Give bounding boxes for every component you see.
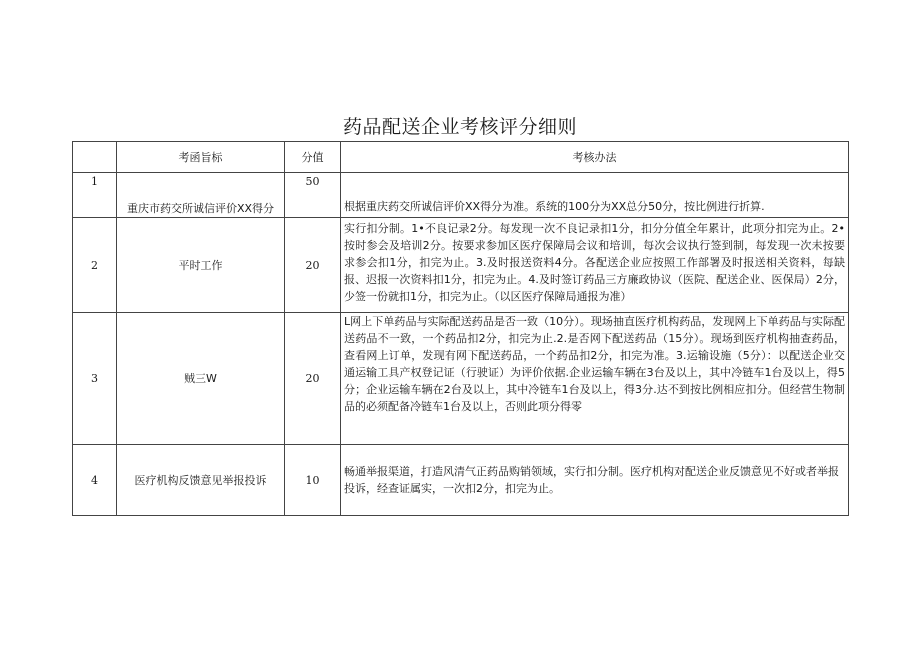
row-score: 50 [285, 173, 341, 218]
row-score: 20 [285, 313, 341, 445]
row-method: 畅通举报渠道，打造风清气正药品购销领域，实行扣分制。医疗机构对配送企业反馈意见不好或者举报投诉，经查证属实，一次扣2分，扣完为止。 [341, 445, 849, 516]
row-method: L网上下单药品与实际配送药品是否一致（10分）。现场抽直医疗机构药品，发现网上下单药品与实际配送药品不一致，一个药品扣2分，扣完为止.2.是否网下配送药品（15分）。现场到医疗机构抽查药品，查看网上订单，发现有网下配送药品，一个药品扣2分，扣完为准。3.运输设施（5分）：以配送企业交通运输工具产权登记证（行驶证）为评价依据.企业运输车辆在3台及以上，其中冷链车1台及以上，得5分；企业运输车辆在2台及以上，其中冷链车1台及以上，得3分.达不到按比例相应扣分。但经营生物制品的必须配备冷链车1台及以上，否则此项分得零 [341, 313, 849, 445]
header-score: 分值 [285, 142, 341, 173]
row-number: 4 [73, 445, 117, 516]
row-score: 10 [285, 445, 341, 516]
row-number: 2 [73, 218, 117, 313]
scoring-table [72, 141, 849, 516]
row-item: 医疗机构反馈意见举报投诉 [117, 445, 285, 516]
table-row [73, 313, 849, 445]
row-method: 实行扣分制。1•不良记录2分。每发现一次不良记录扣1分，扣分分值全年累计，此项分扣完为止。2•按时参会及培训2分。按要求参加区医疗保障局会议和培训，每次会议执行签到制，每发现一次未按要求参会扣1分，扣完为止。3.及时报送资料4分。各配送企业应按照工作部署及时报送相关资料，每缺报、迟报一次资料扣1分，扣完为止。4.及时签订药品三方廉政协议（医院、配送企业、医保局）2分，少签一份就扣1分，扣完为止。（以区医疗保障局通报为准） [341, 218, 849, 313]
row-item: 贼三W [117, 313, 285, 445]
header-method: 考核办法 [341, 142, 849, 173]
row-item: 重庆市药交所诚信评价XX得分 [117, 173, 285, 218]
table-row [73, 173, 849, 218]
table-row [73, 445, 849, 516]
header-item: 考函旨标 [117, 142, 285, 173]
row-number: 3 [73, 313, 117, 445]
row-item: 平时工作 [117, 218, 285, 313]
header-no [73, 142, 117, 173]
row-score: 20 [285, 218, 341, 313]
page-title: 药品配送企业考核评分细则 [342, 116, 577, 138]
table-row [73, 218, 849, 313]
table-header-row [73, 142, 849, 173]
row-method: 根据重庆药交所诚信评价XX得分为准。系统的100分为XX总分50分，按比例进行折算. [341, 173, 849, 218]
row-number: 1 [73, 173, 117, 218]
